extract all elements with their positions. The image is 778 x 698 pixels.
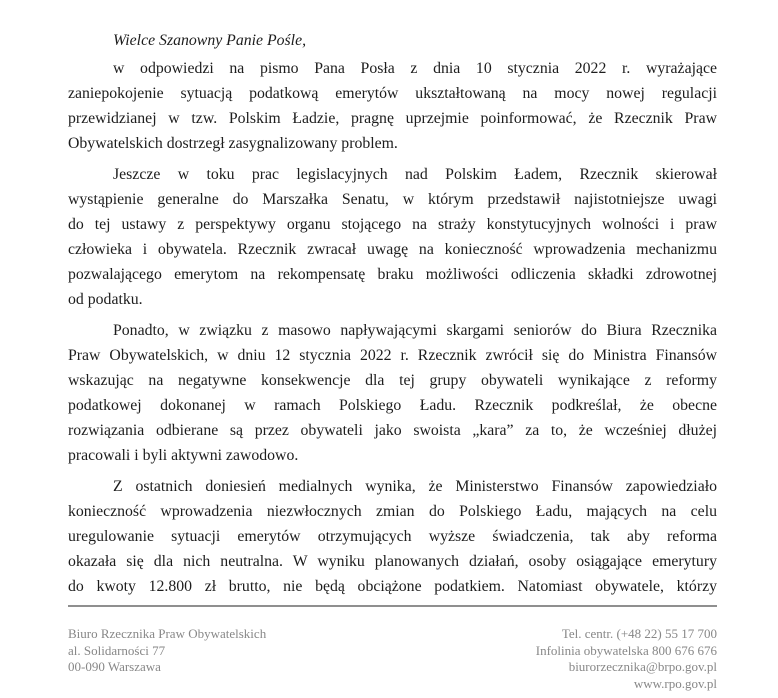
paragraph-line: zaniepokojenie sytuacją podatkową emerytów ukształtowaną na mocy nowej regulacji [68, 85, 717, 102]
footer-address-block [68, 626, 266, 692]
footer-phone: Tel. centr. (+48 22) 55 17 700 [561, 626, 717, 641]
footer-hotline: Infolinia obywatelska 800 676 676 [535, 642, 717, 658]
paragraph-line: Z ostatnich doniesień medialnych wynika, że Ministerstwo Finansów zapowiedziało [113, 478, 717, 495]
letter-footer [68, 626, 717, 692]
paragraph-line: wystąpienie generalne do Marszałka Senatu, w którym przedstawił najistotniejsze uwagi [68, 191, 717, 208]
paragraph-line: pracowali i byli aktywni zawodowo. [68, 447, 299, 464]
paragraph-line: do kwoty 12.800 zł brutto, nie będą obciążone podatkiem. Natomiast obywatele, którzy [68, 578, 717, 595]
paragraph-line: człowieka i obywatela. Rzecznik zwracał uwagę na konieczność wprowadzenia mechanizmu [68, 241, 717, 258]
paragraph-2 [68, 162, 717, 312]
paragraph-1 [68, 56, 717, 156]
paragraph-line: uregulowanie sytuacji emerytów otrzymujących wyższe świadczenia, tak aby reforma [68, 528, 717, 545]
paragraph-line: rozwiązania odbierane są przez obywateli jako swoista „kara” za to, że wcześniej dłużej [68, 422, 717, 439]
salutation: Wielce Szanowny Panie Pośle, [113, 32, 307, 49]
paragraph-4 [68, 474, 717, 599]
footer-street: al. Solidarności 77 [68, 642, 166, 658]
paragraph-line: Ponadto, w związku z masowo napływającymi skargami seniorów do Biura Rzecznika [113, 322, 717, 339]
footer-email: biurorzecznika@brpo.gov.pl [568, 659, 717, 674]
paragraph-line: pozwalającego emerytom na rekompensatę braku możliwości odliczenia składki zdrowotnej [68, 266, 717, 283]
footer-city: 00-090 Warszawa [68, 659, 161, 674]
paragraph-line: do tej ustawy z perspektywy organu stojącego na straży konstytucyjnych wolności i praw [68, 216, 717, 233]
paragraph-line: okazała się dla nich neutralna. W wyniku planowanych działań, osoby osiągające emerytury [68, 553, 717, 570]
paragraph-line: przewidzianej w tzw. Polskim Ładzie, pragnę uprzejmie poinformować, że Rzecznik Praw [68, 110, 717, 127]
footer-contact-block [536, 626, 717, 692]
paragraph-line: konieczność wprowadzenia niezwłocznych zmian do Polskiego Ładu, mających na celu [68, 503, 717, 520]
footer-website: www.rpo.gov.pl [633, 675, 717, 691]
paragraph-3 [68, 318, 717, 468]
footer-divider [68, 605, 717, 607]
paragraph-line: podatkowej dokonanej w ramach Polskiego Ładu. Rzecznik podkreślał, że obecne [68, 397, 717, 414]
paragraph-line: Praw Obywatelskich, w dniu 12 stycznia 2022 r. Rzecznik zwrócił się do Ministra Finansów [68, 347, 717, 364]
paragraph-line: wskazując na negatywne konsekwencje dla tej grupy obywateli wynikające z reformy [68, 372, 717, 389]
paragraph-line: w odpowiedzi na pismo Pana Posła z dnia 10 stycznia 2022 r. wyrażające [113, 60, 717, 77]
paragraph-line: od podatku. [68, 291, 143, 308]
paragraph-line: Obywatelskich dostrzegł zasygnalizowany problem. [68, 135, 398, 152]
paragraph-line: Jeszcze w toku prac legislacyjnych nad Polskim Ładem, Rzecznik skierował [113, 166, 717, 183]
footer-office-name: Biuro Rzecznika Praw Obywatelskich [68, 626, 267, 641]
